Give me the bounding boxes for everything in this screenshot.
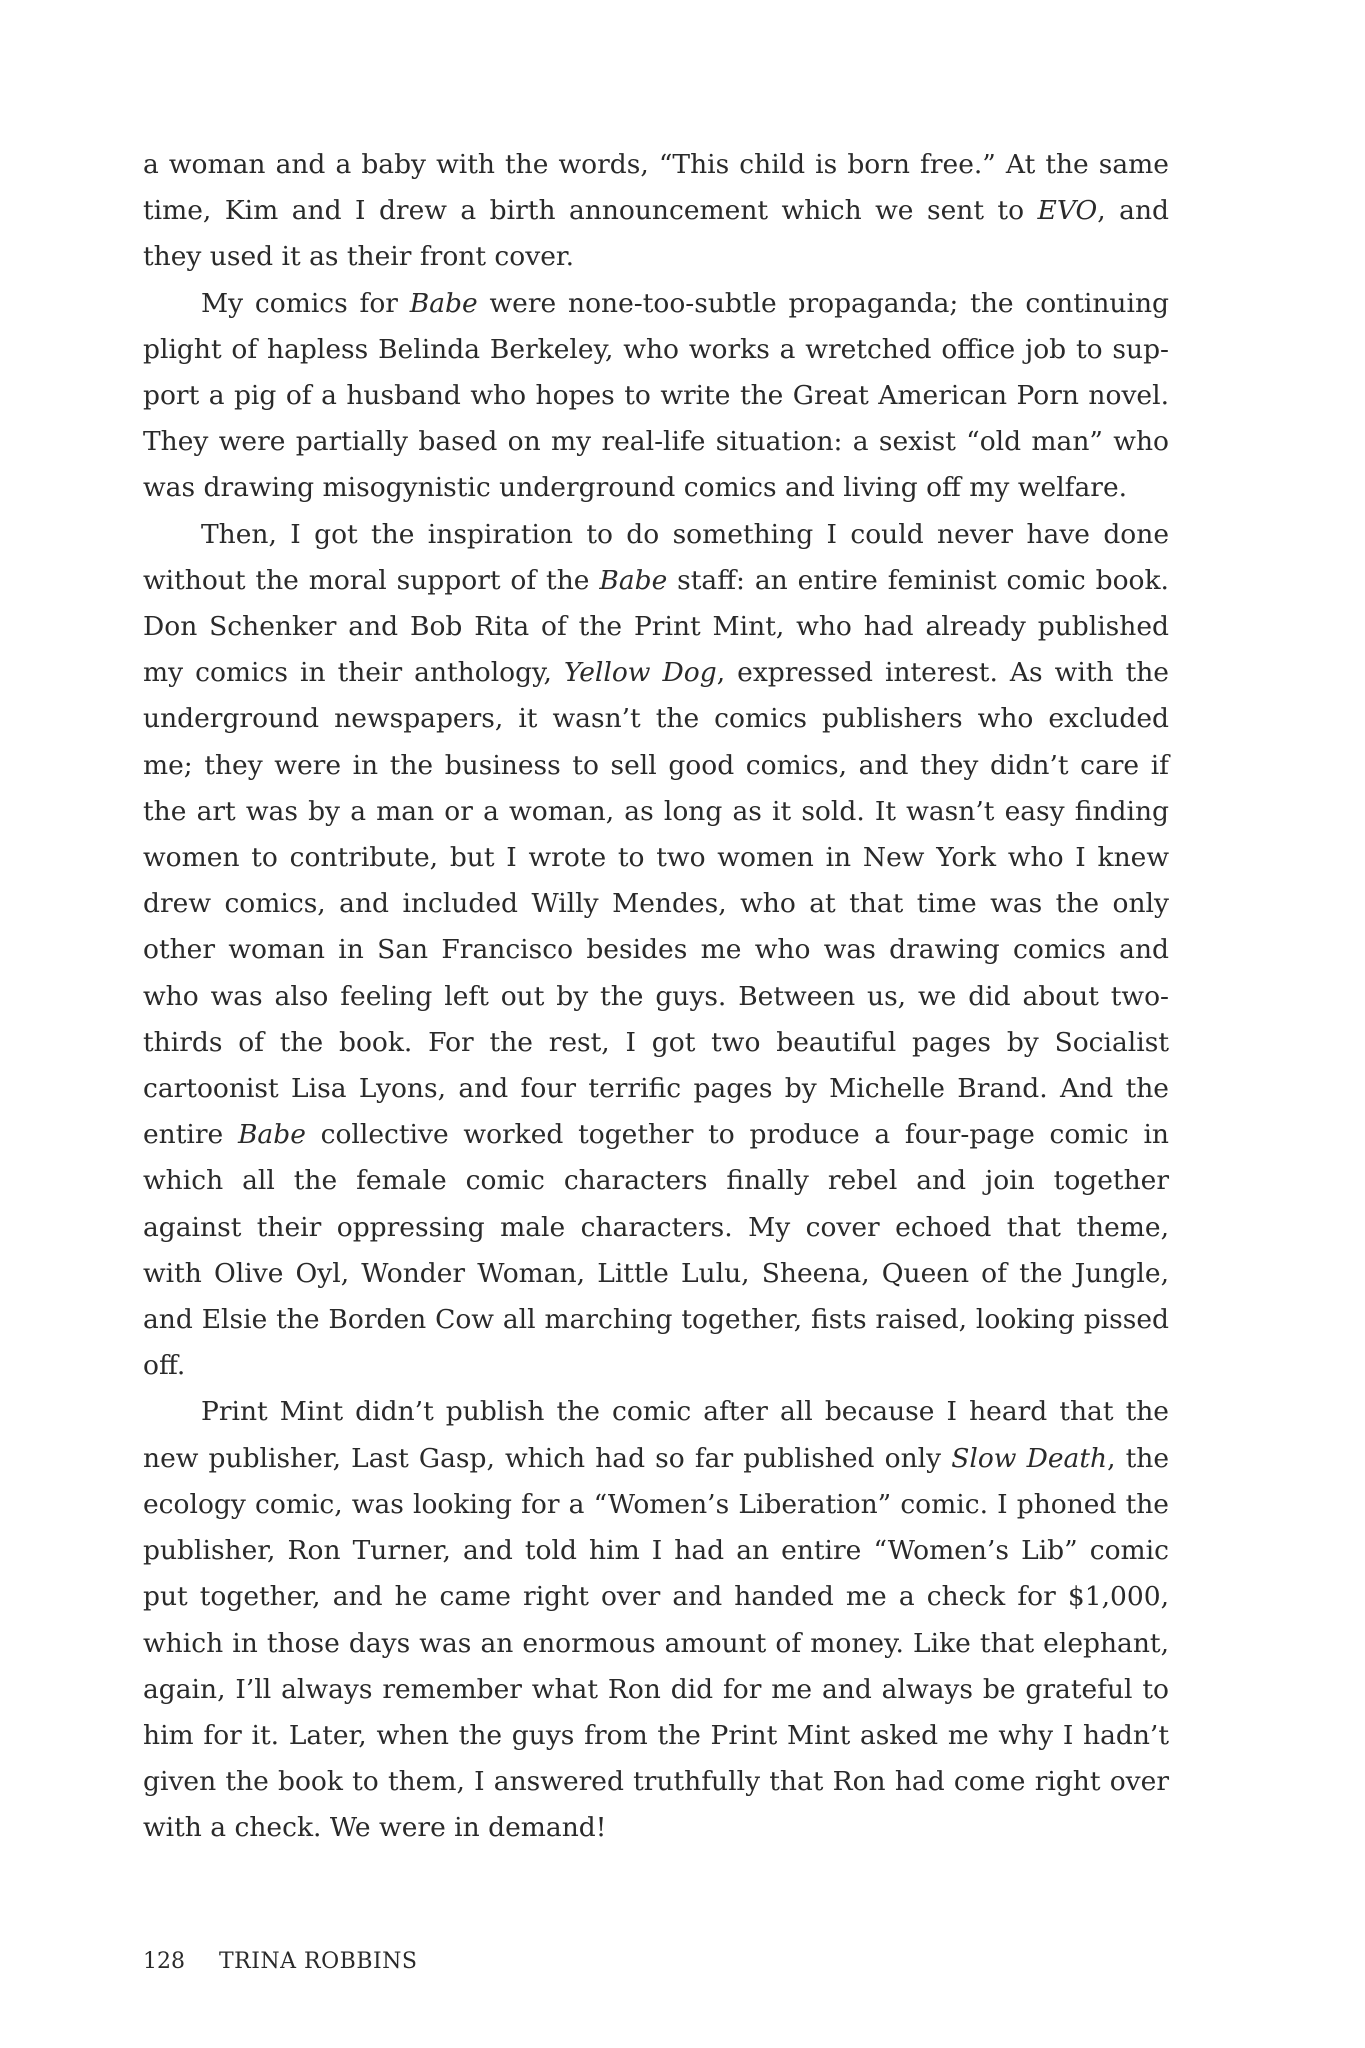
italic-title: Babe: [599, 564, 668, 596]
text-segment: were none-too-subtle propaganda; the continuing plight of hapless Belinda Berkeley, who works a wretched office job to support a pig of a husband who hopes to write the Great American Porn novel. They were partially based on my real-life situation: a sexist “old man” who was drawing misogynistic underground comics and living off my welfare.: [143, 287, 1169, 504]
text-segment: Then, I got the inspiration to do something I could never have done without the moral support of the: [143, 518, 1169, 596]
text-segment: collective worked together to produce a four-page comic in which all the female comic characters finally rebel and join together against their oppressing male characters. My cover echoed that theme, with Olive Oyl, Wonder Woman, Little Lulu, Sheena, Queen of the Jungle, and Elsie the Borden Cow all marching together, fists raised, looking pissed off.: [143, 1119, 1169, 1382]
text-segment: Print Mint didn’t publish the comic after all because I heard that the new publisher, Last Gasp, which had so far published only: [143, 1396, 1169, 1474]
text-segment: , and they used it as their front cover.: [143, 195, 1169, 273]
text-segment: , the ecology comic, was looking for a “Women’s Liberation” comic. I phoned the publisher, Ron Turner, and told him I had an entire “Women’s Lib” comic put together, and he came right over and handed me a check for $1,000, which in those days was an enormous amount of money. Like that elephant, again, I’ll always remember what Ron did for me and always be grateful to him for it. Later, when the guys from the Print Mint asked me why I hadn’t given the book to them, I answered truthfully that Ron had come right over with a check. We were in demand!: [143, 1442, 1170, 1844]
paragraph: [143, 142, 1169, 281]
text-segment: a woman and a baby with the words, “This child is born free.” At the same time, Kim and I drew a birth announcement which we sent to: [143, 149, 1169, 227]
italic-title: Yellow Dog: [564, 657, 717, 689]
paragraph: [143, 1389, 1169, 1851]
text-segment: My comics for: [201, 287, 410, 319]
running-head: TRINA ROBBINS: [219, 1949, 418, 1974]
text-segment: staff: an entire feminist comic book. Don Schenker and Bob Rita of the Print Mint, who had already published my comics in their anthology,: [143, 564, 1169, 689]
italic-title: Babe: [237, 1119, 306, 1151]
page-footer: [143, 1949, 418, 1974]
italic-title: EVO: [1037, 195, 1098, 227]
page-number: 128: [143, 1949, 185, 1974]
paragraph: [143, 281, 1169, 512]
text-segment: , expressed interest. As with the underground newspapers, it wasn’t the comics publishers who excluded me; they were in the business to sell good comics, and they didn’t care if the art was by a man or a woman, as long as it sold. It wasn’t easy finding women to contribute, but I wrote to two women in New York who I knew drew comics, and included Willy Mendes, who at that time was the only other woman in San Francisco besides me who was drawing comics and who was also feeling left out by the guys. Between us, we did about two-thirds of the book. For the rest, I got two beautiful pages by Socialist cartoonist Lisa Lyons, and four terrific pages by Michelle Brand. And the entire: [143, 657, 1169, 1151]
body-text: [143, 142, 1169, 1852]
italic-title: Slow Death: [951, 1442, 1108, 1474]
italic-title: Babe: [409, 287, 478, 319]
paragraph: [143, 512, 1169, 1390]
